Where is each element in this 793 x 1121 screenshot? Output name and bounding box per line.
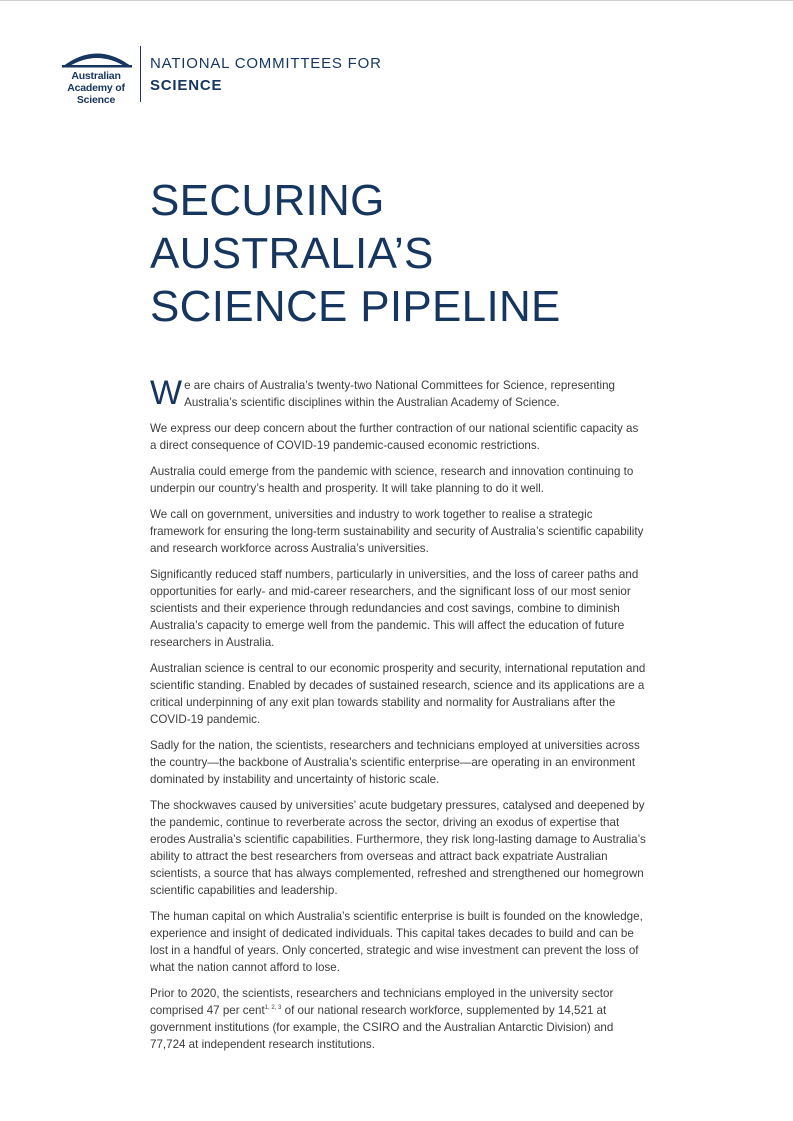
logo-line-1: Australian (71, 70, 121, 82)
committee-heading: NATIONAL COMMITTEES FOR (150, 55, 382, 72)
paragraph-10 (150, 985, 646, 1053)
logo-line-2: Academy of (67, 82, 125, 94)
paragraph-3: Australia could emerge from the pandemic with science, research and innovation continuing to underpin our country’s health and prosperity. It will take planning to do it well. (150, 465, 634, 495)
paragraph-1-text: e are chairs of Australia’s twenty-two National Committees for Science, representing Australia’s scientific disciplines within the Australian Academy of Science. (184, 379, 615, 409)
footnote-refs[interactable]: 1, 2, 3 (264, 1005, 282, 1012)
paragraph-9: The human capital on which Australia’s scientific enterprise is built is founded on the knowledge, experience and insight of dedicated individuals. This capital takes decades to build and can be lost in a handful of years. Only concerted, strategic and wise investment can prevent the loss of what the nation cannot afford to lose. (150, 910, 643, 974)
paragraph-5: Significantly reduced staff numbers, particularly in universities, and the loss of career paths and opportunities for early- and mid-career researchers, and the significant loss of our most senior scientists and their experience through redundancies and cost savings, combine to diminish Australia’s capacity to emerge well from the pandemic. This will affect the education of future researchers in Australia. (150, 568, 639, 649)
top-rule (0, 0, 793, 1)
paragraph-7: Sadly for the nation, the scientists, researchers and technicians employed at universities across the country—the backbone of Australia’s scientific enterprise—are operating in an environment dominated by instability and uncertainty of historic scale. (150, 739, 640, 786)
committee-subheading: SCIENCE (150, 77, 223, 94)
logo-line-3: Science (76, 94, 116, 106)
paragraph-2: We express our deep concern about the further contraction of our national scientific capacity as a direct consequence of COVID-19 pandemic-caused economic restrictions. (150, 422, 639, 452)
title-line-2: AUSTRALIA’S (150, 229, 434, 278)
drop-cap: W (150, 374, 183, 412)
paragraph-8: The shockwaves caused by universities’ acute budgetary pressures, catalysed and deepened by the pandemic, continue to reverberate across the sector, driving an exodus of expertise that erodes Australia’s scientific capabilities. Furthermore, they risk long-lasting damage to Australia’s ability to attract the best researchers from overseas and attract back expatriate Australian scientists, a source that has always complemented, refreshed and strengthened our homegrown scientific capabilities and leadership. (150, 799, 646, 897)
page-title (150, 174, 750, 333)
header-divider (140, 46, 141, 102)
logo-wordmark (58, 70, 134, 106)
arch-icon (60, 46, 134, 68)
title-line-3: SCIENCE PIPELINE (150, 282, 561, 331)
paragraph-10-text-b: of our national research workforce, supplemented by 14,521 at government institutions (for example, the CSIRO and the Australian Antarctic Division) and 77,724 at independent research institutions. (150, 1004, 614, 1051)
title-line-1: SECURING (150, 176, 385, 225)
paragraph-10-text-a: Prior to 2020, the scientists, researchers and technicians employed in the university sector comprised 47 per cent (150, 987, 614, 1017)
paragraph-4: We call on government, universities and industry to work together to realise a strategic framework for ensuring the long-term sustainability and security of Australia’s scientific capability and research workforce across Australia’s universities. (150, 508, 644, 555)
paragraph-6: Australian science is central to our economic prosperity and security, international reputation and scientific standing. Enabled by decades of sustained research, science and its applications are a critical underpinning of any exit plan towards stability and normality for Australians after the COVID-19 pandemic. (150, 662, 646, 726)
academy-logo (58, 46, 136, 106)
paragraph-1 (150, 374, 646, 412)
body-text (150, 374, 646, 1062)
